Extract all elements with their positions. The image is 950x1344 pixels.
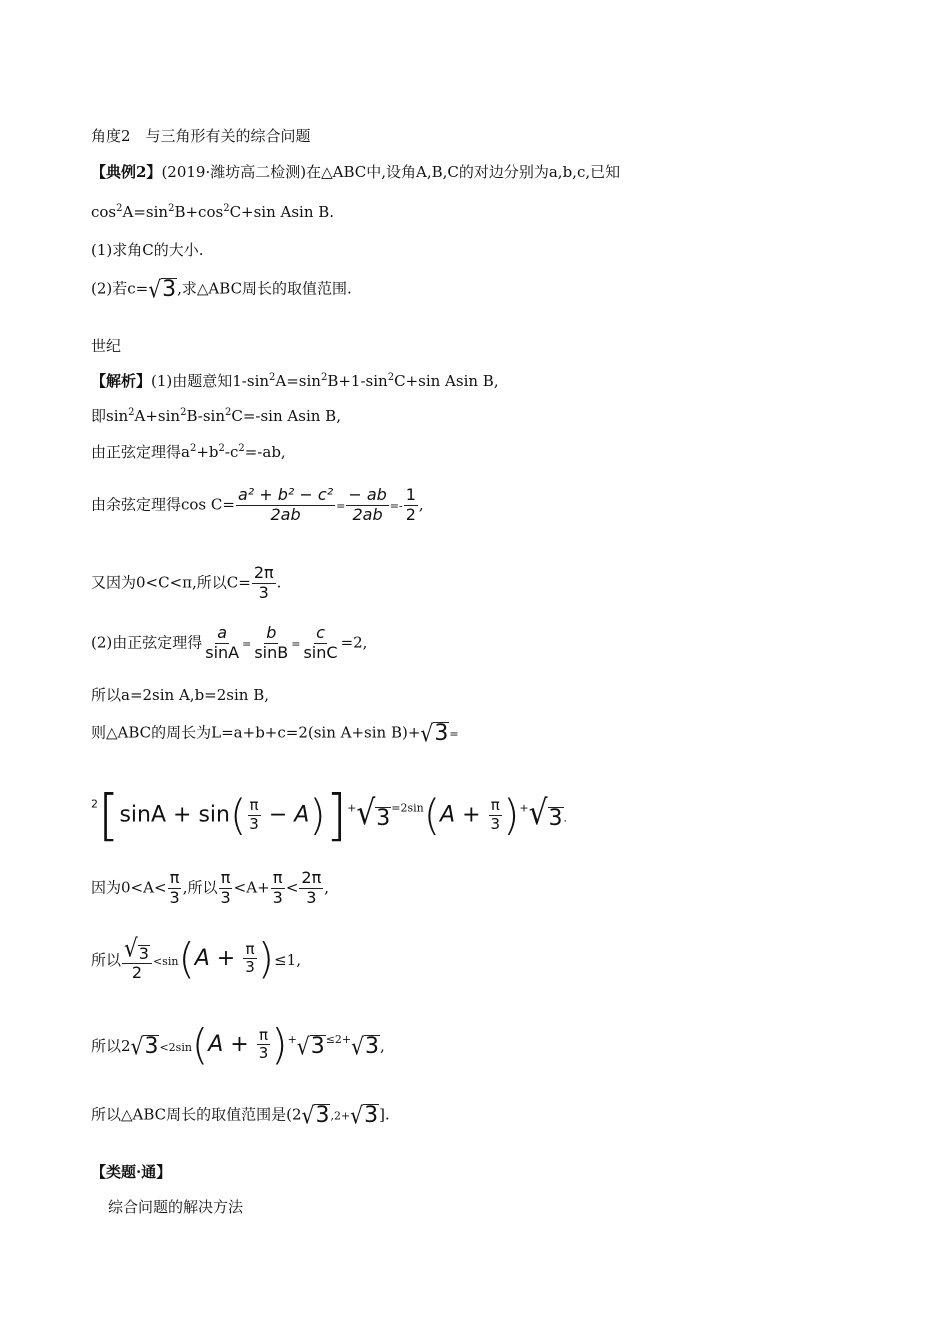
note-tag: 【类题·通】	[91, 1163, 172, 1181]
solution-line-3: 由正弦定理得$a^2+b^2-c^2=-ab$,	[91, 443, 286, 461]
c-over-sinC: $\frac{c}{\sin C}$	[303, 623, 338, 662]
solution-line-1: 【解析】(1)由题意知$1-\sin^2A=\sin^2B+1-\sin^2C+\sin$ Asin B,	[91, 372, 499, 390]
solution-line-6: (2)由正弦定理得 $\frac{a}{\sin A}$ = $\frac{b}{\sin B}$ = $\frac{c}{\sin C}$ =2,	[91, 623, 368, 662]
example-statement	[91, 165, 620, 180]
section-heading: 角度2 与三角形有关的综合问题	[91, 127, 311, 145]
sqrt-3: √ 3	[420, 719, 449, 748]
sqrt-3: √ 3	[301, 1101, 330, 1130]
question-1: (1)求角C的大小.	[91, 241, 204, 259]
solution-tag: 【解析】	[91, 372, 152, 390]
solution-line-13: 所以△ABC周长的取值范围是(2 √ 3 ,2+ √ 3 ].	[91, 1101, 390, 1130]
solution-line-8: 则△ABC的周长为L=a+b+c=2(sin A+sin B)+ √ 3 =	[91, 719, 459, 748]
solution-line-11: 所以 √ 3 2 <sin(A + $\frac{\pi}{3}$ )≤1,	[91, 934, 301, 983]
cos-fraction: $\frac{\text{a² + b² − c²}}{2ab}$	[237, 485, 334, 524]
two-pi-third: $\frac{2\pi}{3}$	[253, 563, 274, 602]
solution-line-7: 所以a=2sin A,b=2sin B,	[91, 686, 270, 704]
half-fraction: $\frac{1}{2}$	[405, 485, 416, 524]
solution-line-10: 因为0<A< $\frac{\pi}{3}$ ,所以 $\frac{\pi}{3}$ <A+ $\frac{\pi}{3}$ < $\frac{2\pi}{3}$ ,	[91, 868, 330, 907]
sqrt-3: √ 3	[296, 1032, 325, 1061]
question-2: (2)若c= √ 3 ,求△ABC周长的取值范围.	[91, 275, 352, 304]
note-text: 综合问题的解决方法	[108, 1198, 244, 1216]
sqrt-3: √ 3	[356, 792, 391, 833]
example-condition: $\cos^2A=\sin^2B+\cos^2C+\sin$ Asin B.	[91, 203, 335, 221]
b-over-sinB: $\frac{b}{\sin B}$	[254, 623, 289, 662]
sqrt-3: √ 3	[148, 275, 177, 304]
solution-line-4: 由余弦定理得cos C= $\frac{\text{a² + b² − c²}}{2ab}$ = $\frac{- ab}{2ab}$ =- $\frac{1}{2}$ ,	[91, 485, 424, 524]
solution-line-2: 即$\sin^2A+\sin^2B-\sin^2C=-\sin$ Asin B,	[91, 407, 341, 425]
solution-line-5: 又因为0<C<π,所以C= $\frac{2\pi}{3}$ .	[91, 563, 282, 602]
sqrt-3: √ 3	[130, 1032, 159, 1061]
example-tag: 【典例2】	[91, 163, 162, 181]
solution-line-12: 所以2 √ 3 <2sin(A + $\frac{\pi}{3}$ )+ √ 3 $^{\le 2+}$ √ 3 ,	[91, 1020, 385, 1069]
sqrt-3: √ 3	[351, 1032, 380, 1061]
neg-ab-fraction: $\frac{- ab}{2ab}$	[348, 485, 387, 524]
a-over-sinA: $\frac{a}{\sin A}$	[205, 623, 240, 662]
example-text: (2019·潍坊高二检测)在△ABC中,设角A,B,C的对边分别为a,b,c,已知	[161, 163, 621, 181]
sqrt-3: √ 3	[350, 1101, 379, 1130]
sqrt-3: √ 3	[528, 792, 563, 833]
shiji-text: 世纪	[91, 337, 122, 355]
solution-line-9: $^2$[sinA + sin( $\frac{\pi}{3}$ − A)]+ √ 3 $^{=2sin}$(A + $\frac{\pi}{3}$ )+ √ 3 .	[91, 783, 568, 847]
